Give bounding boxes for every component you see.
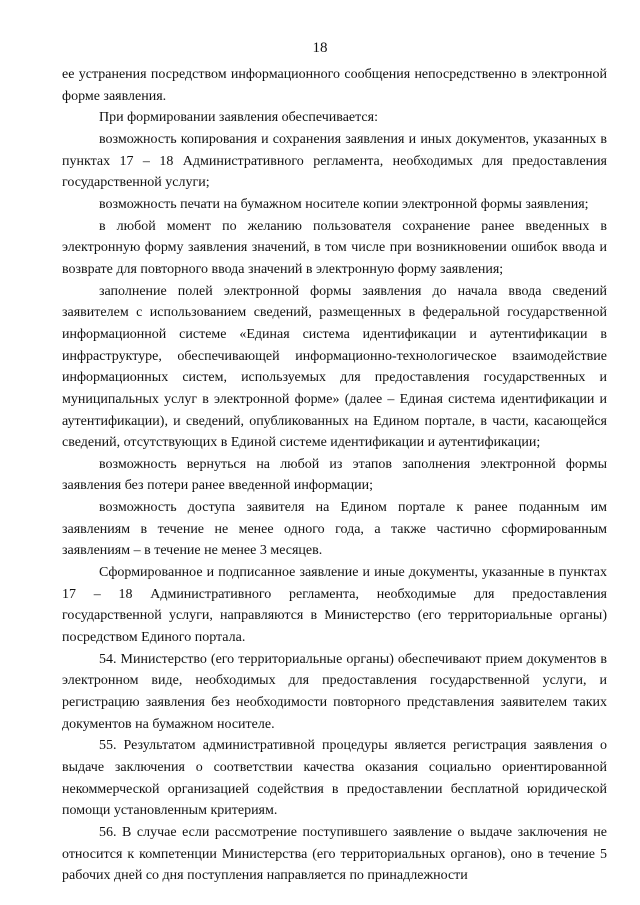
paragraph-save-values: в любой момент по желанию пользователя сохранение ранее введенных в электронную форму заявления значений, в том числе при возникновении ошибок ввода и возврате для повторного ввода значений в электронную форму заявления; (62, 218, 607, 277)
paragraph-print: возможность печати на бумажном носителе копии электронной формы заявления; (99, 196, 589, 212)
paragraph-autofill: заполнение полей электронной формы заявления до начала ввода сведений заявителем с использованием сведений, размещенных в федеральной государственной информационной системе «Единая система идентификации и аутентификации в инфраструктуре, обеспечивающей информационно-технологическое взаимодействие информационных систем, используемых для предоставления государственных и муниципальных услуг в электронной форме» (далее – Единая система идентификации и аутентификации), и сведений, опубликованных на Едином портале, в части, касающейся сведений, отсутствующих в Единой системе идентификации и аутентификации; (62, 283, 607, 451)
paragraph-55: 55. Результатом административной процедуры является регистрация заявления о выдаче заключения о соответствии качества оказания социально ориентированной некоммерческой организацией содействия в предоставлении бесплатной юридической помощи установленным критериям. (62, 738, 607, 819)
paragraph-intro: При формировании заявления обеспечивается: (99, 110, 378, 126)
paragraph-return: возможность вернуться на любой из этапов заполнения электронной формы заявления без потери ранее введенной информации; (62, 456, 607, 494)
page-number: 18 (312, 40, 328, 56)
paragraph-copy-save: возможность копирования и сохранения заявления и иных документов, указанных в пунктах 17 – 18 Административного регламента, необходимых для предоставления государственной услуги; (62, 131, 607, 191)
body-text (62, 64, 607, 887)
paragraph-submission: Сформированное и подписанное заявление и иные документы, указанные в пунктах 17 – 18 Административного регламента, необходимые для предоставления государственной услуги, направляются в Министерство (его территориальные органы) посредством Единого портала. (62, 565, 607, 646)
paragraph-54: 54. Министерство (его территориальные органы) обеспечивают прием документов в электронном виде, необходимых для предоставления государственной услуги, и регистрацию заявления без необходимости повторного представления заявителем таких документов на бумажном носителе. (62, 651, 607, 732)
paragraph-access: возможность доступа заявителя на Едином портале к ранее поданным им заявлениям в течение не менее одного года, а также частично сформированным заявлениям – в течение не менее 3 месяцев. (62, 500, 607, 559)
paragraph-continuation: ее устранения посредством информационного сообщения непосредственно в электронной форме заявления. (62, 67, 607, 104)
paragraph-56: 56. В случае если рассмотрение поступившего заявление о выдаче заключения не относится к компетенции Министерства (его территориальных органов), оно в течение 5 рабочих дней со дня поступления направляется по принадлежности (62, 824, 607, 884)
